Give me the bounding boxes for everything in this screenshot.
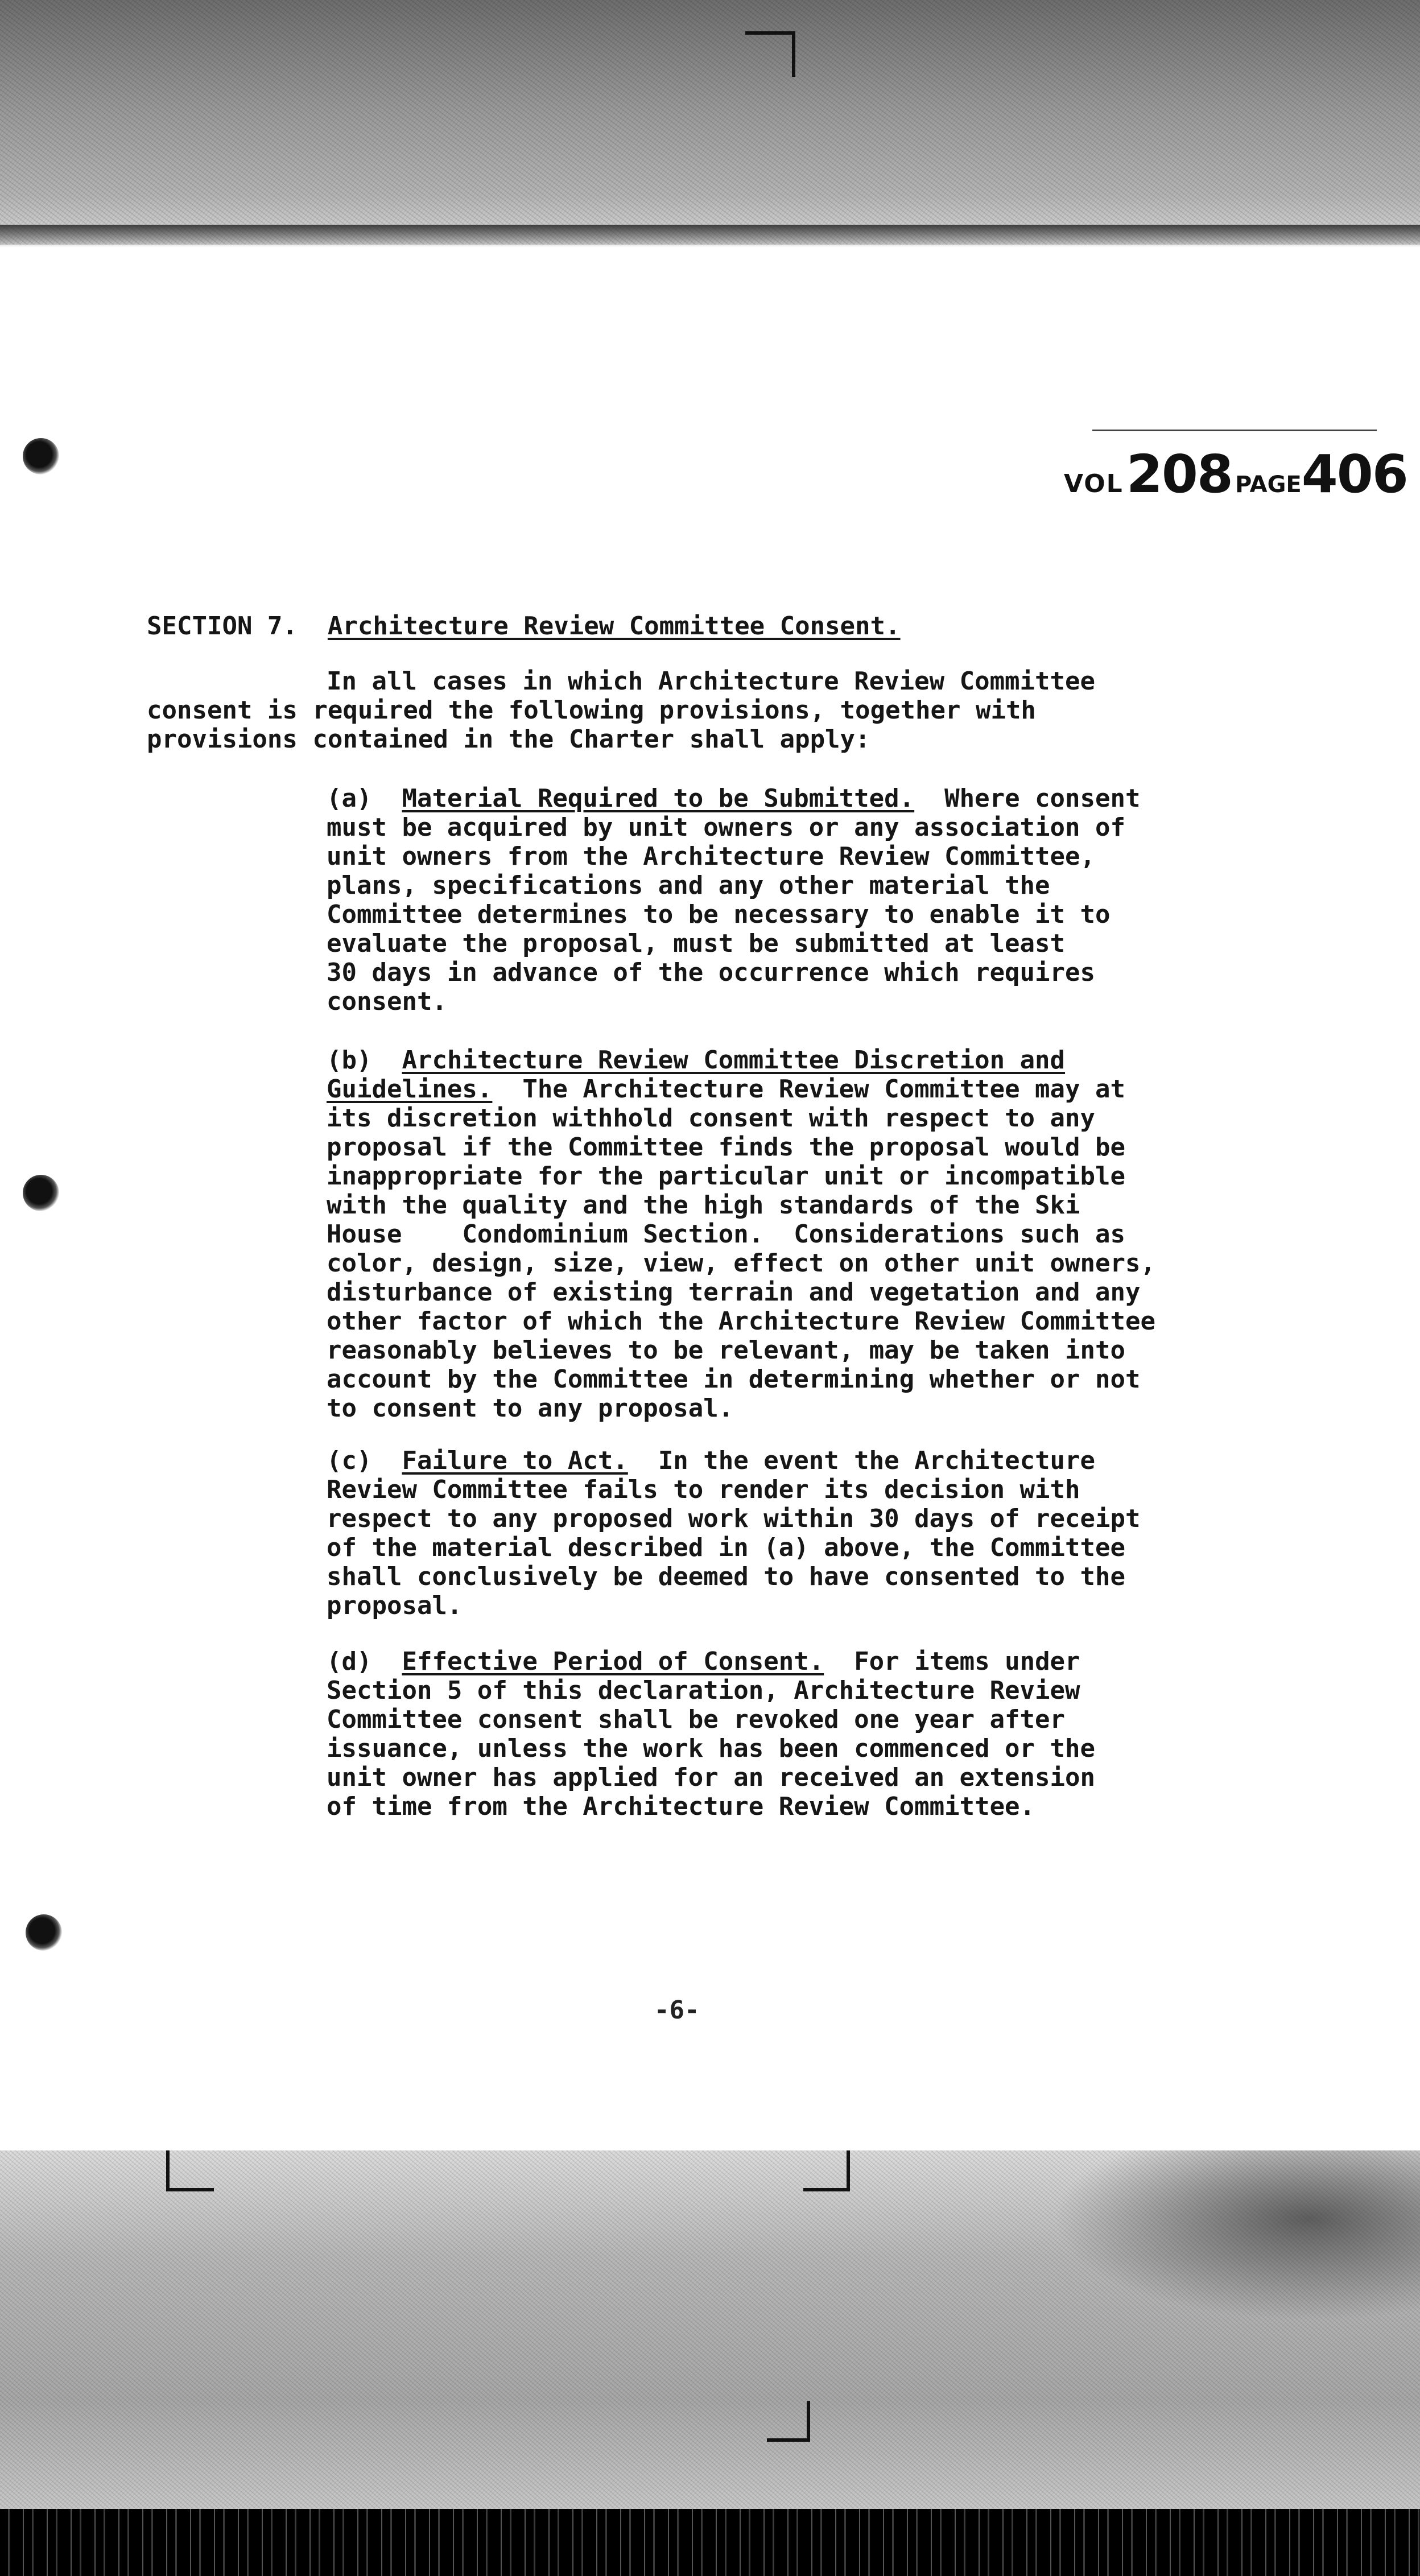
paragraph-marker: (c) <box>327 1446 372 1475</box>
stamp-volume-number: 208 <box>1126 444 1232 505</box>
stamp-page-label: PAGE <box>1235 472 1302 498</box>
paragraph-line: unit owners from the Architecture Review Committee, <box>327 842 1096 871</box>
paragraph-text: The Architecture Review Committee may at <box>522 1075 1125 1104</box>
paragraph-line: inappropriate for the particular unit or incompatible <box>327 1162 1125 1191</box>
scan-shadow-bottom-right <box>1052 2150 1420 2321</box>
punch-hole-top <box>23 438 59 474</box>
stamp-vol-label: VOL <box>1064 469 1124 498</box>
paragraph-line: Committee consent shall be revoked one year after <box>327 1705 1066 1734</box>
paragraph-a <box>327 784 1141 1016</box>
paragraph-c <box>327 1446 1140 1620</box>
stamp-page-number: 406 <box>1301 444 1407 505</box>
crop-mark-top-h <box>745 31 795 35</box>
intro-paragraph <box>147 667 1095 754</box>
paragraph-line: respect to any proposed work within 30 days of receipt <box>327 1504 1141 1533</box>
section-title: Architecture Review Committee Consent. <box>327 612 901 641</box>
scan-noise-top <box>0 0 1420 245</box>
scan-black-strip <box>0 2509 1420 2576</box>
paragraph-line: proposal. <box>327 1591 463 1620</box>
paragraph-line: disturbance of existing terrain and vegetation and any <box>327 1278 1141 1307</box>
crop-mark-bottom-v <box>807 2401 810 2442</box>
intro-line: consent is required the following provisions, together with <box>147 696 1036 725</box>
paragraph-text: Where consent <box>944 784 1141 813</box>
paragraph-line: account by the Committee in determining whether or not <box>327 1365 1141 1394</box>
punch-hole-bottom <box>26 1914 62 1951</box>
paragraph-line: consent. <box>327 987 447 1016</box>
paragraph-heading: Effective Period of Consent. <box>402 1647 824 1676</box>
crop-mark-bm-h <box>803 2188 850 2191</box>
paragraph-line: Committee determines to be necessary to enable it to <box>327 900 1111 929</box>
paragraph-heading: Material Required to be Submitted. <box>402 784 915 813</box>
paragraph-line: its discretion withhold consent with respect to any <box>327 1104 1096 1133</box>
paragraph-line: 30 days in advance of the occurrence which requires <box>327 958 1096 987</box>
paragraph-line: of the material described in (a) above, the Committee <box>327 1533 1125 1562</box>
paragraph-line: of time from the Architecture Review Committee. <box>327 1792 1035 1821</box>
paragraph-line: issuance, unless the work has been commenced or the <box>327 1734 1096 1763</box>
paragraph-b <box>327 1046 1155 1423</box>
paragraph-line: Review Committee fails to render its decision with <box>327 1475 1080 1504</box>
book-page-stamp <box>1064 444 1407 506</box>
paragraph-marker: (b) <box>327 1046 372 1075</box>
crop-mark-bl-v <box>166 2150 170 2191</box>
crop-mark-bl-h <box>166 2188 214 2191</box>
paragraph-text: In the event the Architecture <box>658 1446 1096 1475</box>
paragraph-text: For items under <box>854 1647 1080 1676</box>
paragraph-line: unit owner has applied for an received an extension <box>327 1763 1096 1792</box>
scan-shadow-top <box>0 225 1420 247</box>
intro-line: In all cases in which Architecture Review Committee <box>327 667 1096 696</box>
page-number: -6- <box>654 1996 700 2025</box>
paragraph-line: color, design, size, view, effect on other unit owners, <box>327 1249 1155 1278</box>
paragraph-line: must be acquired by unit owners or any association of <box>327 813 1125 842</box>
stamp-rule <box>1092 430 1377 431</box>
crop-mark-bm-v <box>847 2150 850 2191</box>
section-heading <box>147 612 901 641</box>
crop-mark-bottom-h <box>767 2438 810 2442</box>
paragraph-heading: Guidelines. <box>327 1075 493 1104</box>
paragraph-marker: (d) <box>327 1647 372 1676</box>
paragraph-line: shall conclusively be deemed to have consented to the <box>327 1562 1125 1591</box>
paragraph-heading: Failure to Act. <box>402 1446 628 1475</box>
section-label: SECTION 7. <box>147 612 298 641</box>
paragraph-line: plans, specifications and any other material the <box>327 871 1050 900</box>
paragraph-line: Section 5 of this declaration, Architecture Review <box>327 1676 1080 1705</box>
paragraph-d <box>327 1647 1095 1821</box>
paragraph-line: to consent to any proposal. <box>327 1394 734 1423</box>
paragraph-line: other factor of which the Architecture Review Committee <box>327 1307 1155 1336</box>
paragraph-line: with the quality and the high standards of the Ski <box>327 1191 1080 1220</box>
paragraph-marker: (a) <box>327 784 372 813</box>
intro-line: provisions contained in the Charter shall apply: <box>147 725 870 754</box>
punch-hole-middle <box>23 1175 59 1211</box>
paragraph-line: reasonably believes to be relevant, may be taken into <box>327 1336 1125 1365</box>
paragraph-line: House Condominium Section. Considerations such as <box>327 1220 1125 1249</box>
paragraph-line: proposal if the Committee finds the proposal would be <box>327 1133 1125 1162</box>
paragraph-line: evaluate the proposal, must be submitted at least <box>327 929 1066 958</box>
paragraph-heading: Architecture Review Committee Discretion and <box>402 1046 1066 1075</box>
crop-mark-top-v <box>792 31 795 77</box>
